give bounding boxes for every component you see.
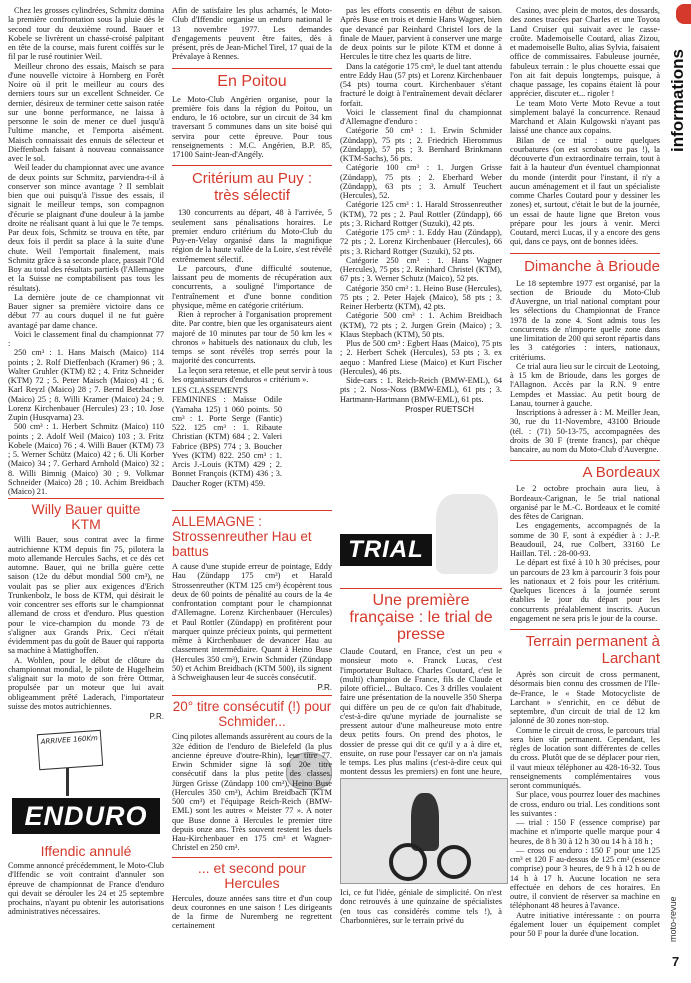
bauer-article xyxy=(8,535,164,711)
column-1 xyxy=(8,0,164,917)
arrival-sign: ARRIVEE 160Km xyxy=(37,730,103,770)
article-title-poitou: En Poitou xyxy=(217,72,287,90)
paragraph: La dernière joute de ce championnat vit Bauer signer sa première victoire dans ce début 77 au cours duquel il ne fut guère avantagé par dame chance. xyxy=(8,292,164,330)
column-2b xyxy=(172,508,332,931)
result: Catégorie 175 cm³ : 1. Eddy Hau (Zündapp), 72 pts ; 2. Lorenz Kirchenbauer (Hercules), 66 pts ; 3. Richard Rottger (Suzuki), 52 pts. xyxy=(340,228,502,256)
article-title-second: ... et second pour Hercules xyxy=(197,859,307,891)
titres-article: Cinq pilotes allemands assurèrent au cours de la 32e édition de l'enduro de Bielefeld (la plus ancienne épreuve d'outre-Rhin), leur titre 77. Erwin Schmider signe là son 20e titre consécutif dans la plus petite des classes. Jürgen Grisse (Zündapp 100 cm³), Heino Buse (Hercules 350 cm³), Achim Breidbach (KTM 500 cm³) et l'équipage Reich-Reich (BMW-EML) sont les autres « Meister 77 ». A noter que Buse donne à Hercules le premier titre depuis onze ans. Très souvent restent les duels Hau-Kirchenbauer en 175 cm³ et Wagner-Christel en 250 cm³. xyxy=(172,732,332,853)
paragraph: Après son circuit de cross permanent, désormais bien connu des crossmen de l'Ile-de-France, le « Stade Motocycliste de Larchant » s'enrichit, en ce début de septembre, d'un circuit de trial de 12 km jalonné de 30 zones non-stop. xyxy=(510,670,660,726)
larchant-article xyxy=(510,670,660,938)
column-4 xyxy=(510,0,660,938)
iffendic-article: Comme annoncé précédemment, le Moto-Club d'Iffendic se voit contraint d'annuler son épreuve de championnat de France d'enduro qui devait se dérouler les 24 et 25 septembre prochains, n'ayant pu obtenir les autorisations administratives nécessaires. xyxy=(8,861,164,917)
result: Catégorie 350 cm³ : 1. Heino Buse (Hercules), 75 pts ; 2. Peter Hajek (Maico), 58 pts ; 3. Reiner Herbertz (KTM), 42 pts. xyxy=(340,283,502,311)
rider-silhouette xyxy=(436,494,498,574)
red-tab-marker xyxy=(676,4,691,24)
divider xyxy=(172,857,332,858)
enduro-photo xyxy=(8,724,164,840)
article-title-puy: Critérium au Puy : très sélectif xyxy=(191,170,313,205)
result: Side-cars : 1. Reich-Reich (BMW-EML), 64 pts ; 2. Noss-Noss (BMW-EML), 61 pts ; 3. Hartmann-Hartmann (BMW-EML), 61 pts. xyxy=(340,376,502,404)
trial-logo: TRIAL xyxy=(340,534,432,566)
article-title-iffendic: Iffendic annulé xyxy=(40,843,132,859)
divider xyxy=(8,498,164,499)
paragraph: Bilan de ce trial : outre quelques courbatures (on est scrobats ou pas !), la découverte d'un extraordinaire terrain, tout à fait à la hauteur d'un éventuel championnat du monde (interdit pour l'instant, il n'y a aucun aménagement et il faut un spécialiste comme Charles Coutard pour y dessiner les zones) et, surtout, c'était le but de la journée, un essai de haute ligne que Breton vous prépare pour les jours à venir. Merci Coutard, merci Lucas, il y a encore des gens qui, dans ce pays, ont de bonnes idées. xyxy=(510,135,660,247)
rider-figure xyxy=(411,793,439,851)
magazine-name: moto-revue xyxy=(668,896,678,942)
article-title-allemagne: ALLEMAGNE : Strossenreuther Hau et battus xyxy=(172,514,312,559)
column-3b xyxy=(340,586,502,795)
result: Catégorie 125 cm³ : 1. Harald Strossenreuther (KTM), 72 pts ; 2. Paul Rottler (Zündapp), 66 pts ; 3. Richard Rottger (Suzuki), 42 pts. xyxy=(340,200,502,228)
classements-text: FEMININES : Maïsse Odile (Yamaha 125) 1 060 points. 50 cm³ : 1. Porte Serge (Fantic) 522. 125 cm³ : 1. Ribaute Christian (KTM) 684 ; 2. Valeri Fabrice (BPS) 774 ; 3. Boucher Yves (KTM) 822. 250 cm³ : 1. Arcis J.-Louis (KTM) 429 ; 2. Bonnet François (KTM) 436 ; 3. Daucher Roger (KTM) 459. xyxy=(172,395,282,488)
paragraph: 500 cm³ : 1. Herbert Schmitz (Maico) 110 points ; 2. Adolf Weil (Maico) 103 ; 3. Fritz Kobele (Maico) 76 ; 4. Willi Bauer (KTM) 73 ; 5. Werner Schütz (Maico) 42 ; 6. Uli Korber (Maico) 34 ; 7. Gerhard Arnhold (Maico) 32 ; 8. Willi Bimnig (Maico) 30 ; 9. Volkmar Schneider (Maico) 28 ; 10. Achim Breidbach (Maico) 21. xyxy=(8,422,164,496)
article-title-bauer: Willy Bauer quitte KTM xyxy=(31,501,141,533)
result: Catégorie 500 cm³ : 1. Achim Breidbach (KTM), 72 pts ; 2. Jurgen Grein (Maico) ; 3. Klaus Stepbach (KTM), 50 pts. xyxy=(340,311,502,339)
divider xyxy=(172,165,332,166)
divider xyxy=(172,695,332,696)
paragraph: pas les efforts consentis en début de saison. Après Buse en trois et demie Hans Wagner, bien que devancé par Reinhard Christel lors de la finale de Mauer, parvient à conserver une marge de deux points sur le pilote KTM et donne à Hercules le titre chez les quarts de litre. xyxy=(340,6,502,62)
sign-post xyxy=(66,768,69,796)
article-title-bordeaux: A Bordeaux xyxy=(582,464,660,482)
paragraph: Le 2 octobre prochain aura lieu, à Bordeaux-Carignan, le 5e trial national organisé par le M.-C. Bordeaux et le comité des fêtes de Carignan. xyxy=(510,484,660,521)
bordeaux-article xyxy=(510,484,660,623)
article-title-larchant: Terrain permanent à Larchant xyxy=(525,633,660,667)
paragraph: Inscriptions à adresser à : M. Meiller Jean, 30, rue du 11-Novembre, 43100 Brioude (tél. : (71) 50-13-75, accompagnées des droits de 30 F (trente francs), par chèque bancaire, au nom du Moto-Club d'Auvergne. xyxy=(510,408,660,454)
paragraph: Le 18 septembre 1977 est organisé, par la section de Brioude du Moto-Club d'Auvergne, un trial national comptant pour les sélections du Championnat de France 1978 de la zone 4. Sont admis tous les concurrents de n'importe quelle zone dans une limitation de 200 qui seront répartis dans les 3 catégories : inters, nationaux, critériums. xyxy=(510,278,661,362)
presse-article: Claude Coutard, en France, c'est un peu « monsieur moto ». Franck Lucas, c'est l'importateur Bultaco. Charles Coutard, c'est le (multi) champion de France, fils de Claude et pilote officiel... Bultaco. Ces 3 drilles voulaient faire une présentation de la nouvelle 350 Sherpa qui diffère un peu de ce qu'on fait d'habitude, c'est-à-dire qu'une myriade de journaliste se pressent autour d'une malheureuse moto entre deux petits fours. On prend des photos, le dossier de presse qui dit ce qu'il y a à dire et, ensuite, on ruse pour l'essayer car on n'a jamais le temps. Les plus malins (c'est-à-dire ceux qui montent dessus les premiers) en font une heure, xyxy=(340,647,502,777)
section-label-informations: informations xyxy=(668,49,687,152)
paragraph: A. Wohlen, pour le début de clôture du championnat mondial, le pilote de Hugelheim s'alignait sur la moto de son frère Ottmar, propulsée par un moteur que lui avait obligeamment prêté Laderach, l'importateur suisse des motos autrichiennes. xyxy=(8,655,164,711)
col4-intro xyxy=(510,6,660,247)
paragraph: Le parcours, d'une difficulté soutenue, laissant peu de moments de récupération aux concurrents, a souligné l'importance de l'entraînement et d'une bonne condition physique, même en catégorie critérium. xyxy=(172,263,332,310)
col1-intro xyxy=(8,6,164,496)
divider xyxy=(172,510,332,511)
signature: P.R. xyxy=(149,712,164,721)
paragraph: Les engagements, accompagnés de la somme de 30 F, sont à expédier à : J.-P. Beaudouil, 24, rue Colbert, 33160 Le Haillan. Tél. : 28-00-93. xyxy=(510,521,660,558)
brioude-article xyxy=(510,279,660,455)
classements-head: LES CLASSEMENTS xyxy=(172,386,248,395)
wheel-icon xyxy=(437,845,471,879)
paragraph: — cross ou enduro : 150 F pour une 125 cm³ et 120 F au-dessus de 125 cm³ (essence comprise) pour 3 heures, de 9 h à 12 h ou de 14 h à 17 h. Aucune location ne sera effectuée en dehors de ces horaires. En outre, il convient de réserver sa machine en téléphonant 48 heures à l'avance. xyxy=(510,845,660,911)
allemagne-article: A cause d'une stupide erreur de pointage, Eddy Hau (Zündapp 175 cm³) et Harald Strossenreuther (KTM 125 cm³) écopèrent tous deux de 60 points de pénalité au cours de la 4e confrontation comptant pour le championnat d'Allemagne. Lorenz Kirchenbauer (Hercules) et Paul Rottler (Zündapp) en profitèrent pour marquer quinze précieux points, qui permettent même à Kirchenbauer de devancer Hau au classement intermédiaire. Quant à Heino Buse (Hercules 350 cm³), Erwin Schmider (Zündapp 50) et Achim Breidbach (KTM 500), ils signent à Schweighausen leur 4e succès consécutif. xyxy=(172,562,332,682)
paragraph: Ce trial aura lieu sur le circuit de Leotoing, à 15 km de Brioude, dans les gorges de l'Allagnon. Accès par la R.N. 9 entre Lempdes et Massiac. Au petit bourg de Lanau, tourner à gauche. xyxy=(510,361,660,408)
paragraph: 130 concurrents au départ, 48 à l'arrivée, 5 seulement sans pénalisations horaires. Le premier enduro critérium du Moto-Club du Puy-en-Velay organisé dans la magnifique région de la haute vallée de la Loire, s'est révélé extrêmement sélectif. xyxy=(172,208,332,264)
paragraph: Le team Moto Verte Moto Revue a tout simplement balayé la concurrence. Renaud Marchand et Alain Kulgowski n'ayant pas laissé une chance aux copains. xyxy=(510,98,660,136)
signature: P.R. xyxy=(317,683,332,693)
result: Catégorie 50 cm³ : 1. Erwin Schmider (Zündapp), 75 pts ; 2. Friedrich Hierommus (Zündapp), 57 pts ; 3. Bernhard Brinkmann (KTM-Sachs), 56 pts. xyxy=(340,126,502,163)
paragraph: Meilleur chrono des essais, Maisch se para d'une nouvelle victoire à Hornberg en Forêt Noire où il prit le meilleur au cours des derniers tours sur un excellent Schneider. Ce dernier, désireux de terminer cette saison ratée sur une bonne performance, ne laissa à personne le soin de mener ce duel jusqu'à l'ultime manche, et l'emporta aisément. Maisch connaissait des ennuis de sélecteur et Dieffenbach faisant à nouveau connaissance avec le sol. xyxy=(8,61,164,163)
paragraph: Voici le classement final du championnat 77 : xyxy=(8,329,164,348)
divider xyxy=(172,68,332,69)
paragraph: Rien à reprocher à l'organisation proprement dite. Par contre, bien que les organisateurs aient majoré de 10 minutes par tour de 50 km les « chronos » habituels des nationaux du club, les temps se sont révélés trop serrés pour la majorité des concurrents. xyxy=(172,310,332,366)
result: Catégorie 100 cm³ : 1. Jurgen Grisse (Zündapp), 75 pts ; 2. Eberhard Weber (Zündapp), 63 pts ; 3. Arnulf Teuchert (Hercules), 52. xyxy=(340,163,502,200)
paragraph: Voici le classement final du championnat d'Allemagne d'enduro : xyxy=(340,107,502,126)
paragraph: 250 cm³ : 1. Hans Maisch (Maico) 114 points ; 2. Rolf Dieffenbach (Kramer) 96 ; 3. Walter Gruhler (KTM) 82 ; 4. Fritz Schneider (KTM) 72 ; 5. Peter Maisch (Maico) 41 ; 6. Karl Reyzl (Maico) 28 ; 7. Bernd Betzbacher (Maico) 25 ; 8. Willi Kramer (Maico) 24 ; 9. Lorenz Kirchenbauer (Hercules) 23 ; 10. Jose Zupin (Husqvarna) 23. xyxy=(8,348,164,422)
page-number: 7 xyxy=(672,954,680,969)
col3-intro xyxy=(340,6,502,404)
divider xyxy=(340,588,502,589)
divider xyxy=(510,460,660,461)
paragraph: Weil leader du championnat avec une avance de deux points sur Schmitz, parviendra-t-il à conserver son mince avantage ? Il semblait bien que oui puisqu'à l'issue des essais, il signait le meilleur temps, son compagnon d'écurie se plaignant d'une douleur à la jambe droite ne réalisant quant à lui que le 7e temps. Par deux fois, Schmitz se trouva en tête, par deux fois il perdit sa place à la suite d'une chute. Weil l'emportait finalement, mais Schmitz grâce à sa seconde place, passait l'Old Boy au total des résultats partiels (l'Allemagne et la Suisse ne comptabilisent pas tous les résultats). xyxy=(8,163,164,293)
divider xyxy=(510,629,660,630)
paragraph: Comme le circuit de cross, le parcours trial sera bien sûr permanent. Cependant, les règles de location sont différentes de celles du cross. Plutôt que de se déplacer pour rien, il vaut mieux téléphoner au 428-16-32. Tous renseignements complémentaires vous seront communiqués. xyxy=(510,725,660,790)
trial-photo xyxy=(340,488,505,586)
photo-caption: Ici, ce fut l'idée, géniale de simplicité. On n'est donc retrouvés à une quinzaine de spécialistes (en tous cas considérés comme tels !), à Charbonnières, sur le terrain privé du xyxy=(340,888,502,925)
paragraph: Sur place, vous pourrez louer des machines de cross, enduro ou trial. Les conditions sont les suivantes : xyxy=(510,790,660,818)
paragraph: Casino, avec plein de motos, des dossards, des zones tracées par Charles et une Toyota Land Cruiser qui suivait avec le casse-croûte. Mademoiselle Coutard, alias Zizou, et mademoiselle Bulto, alias Sylvia, faisaient office de commissaires. Fabuleuse journée, fabuleux terrain : le plus chouette essai que l'on ait fait depuis longtemps, puisque, à chaque passage, les copains étaient là pour apprécier, discuter et... rigoler ! xyxy=(510,6,660,99)
result: Catégorie 250 cm³ : 1. Hans Wagner (Hercules), 75 pts ; 2. Reinhard Christel (KTM), 67 pts ; 3. Werner Schutz (Maico), 52 pts. xyxy=(340,255,502,284)
rider-photo xyxy=(340,778,508,884)
paragraph: Willi Bauer, sous contrat avec la firme autrichienne KTM depuis fin 75, pilotera la moto allemande Hercules Sachs, et ce dès cet automne. Bauer, qui ne brilla guère cette saison (12e du début mondial 500 cm³), ne voulait pas se plier aux exigences d'Erich Trunkenbolz, le boss de KTM, qui désirait le voir concentrer ses efforts sur le championnat allemand de cross et d'enduro. Plus question pour le vice-champion du monde 73 de s'aligner aux Grands Prix. Ceci n'était évidemment pas du goût de Bauer qui rapporta sa machine à Mattighoffen. xyxy=(8,535,164,656)
paragraph: Dans la catégorie 175 cm³, le duel tant attendu entre Eddy Hau (57 pts) et Lorenz Kirchenbauer (54 pts) tourna court. Kirchenbauer s'étant fracturé le doigt à l'entraînement devait déclarer forfait. xyxy=(340,61,502,108)
poitou-article: Le Moto-Club Angérien organise, pour la première fois dans la région du Poitou, un enduro, le 16 octobre, sur un circuit de 34 km traversant 5 communes dans un site boisé qui servira pour cette épreuve. Pour tous renseignements : M.C. Angérien, B.P. 85, 17100 Saint-Jean-d'Angély. xyxy=(172,94,332,159)
puy-article xyxy=(172,208,332,384)
paragraph: — trial : 150 F (essence comprise) par machine et n'importe quelle marque pour 4 heures, de 8 h 30 à 12 h 30 ou 14 h à 18 h ; xyxy=(510,818,660,846)
divider xyxy=(510,253,660,254)
article-title-presse: Une première française : le trial de presse xyxy=(349,592,493,643)
article-title-titres: 20° titre consécutif (!) pour Schmider... xyxy=(172,699,332,730)
paragraph: Autre initiative intéressante : on pourra également louer un équipement complet pour 50 F pour la durée d'une location. xyxy=(510,910,660,938)
paragraph: Chez les grosses cylindrées, Schmitz domina la première confrontation sous la pluie dès le second tour du deuxième round. Bauer et Kobele se livrèrent un chassé-croisé palpitant en tête de la course, mais furent coiffés sur le fil par le rusé routinier Weil. xyxy=(8,6,164,62)
column-2 xyxy=(172,0,332,488)
second-article: Hercules, douze années sans titre et d'un coup deux couronnes en une saison ! Les dirigeants de la firme de Nuremberg ne regrettent certainement xyxy=(172,893,332,931)
col2-intro: Afin de satisfaire les plus acharnés, le Moto-Club d'Iffendic organise un enduro national le 13 novembre 1977. Les demandes d'engagements peuvent être faites, dès à présent, près de Jean-Michel Tirel, 17 quai de la Prévalaye à Rennes. xyxy=(172,6,332,62)
signature: Prosper RUETSCH xyxy=(405,404,474,414)
paragraph: La leçon sera retenue, et elle peut servir à tous les organisateurs d'enduros « critérium ». xyxy=(172,365,332,384)
wheel-icon xyxy=(389,843,427,881)
paragraph: Le départ est fixé à 10 h 30 précises, pour un parcours de 23 km à parcourir 3 fois pour les nationaux et 2 fois pour les critérium. Quelques licences à la journée seront établies le jour du départ pour les concurrents préalablement inscrits. Aucun engagement ne sera pris le jour de la course. xyxy=(510,558,660,623)
enduro-logo: ENDURO xyxy=(12,798,160,834)
article-title-brioude: Dimanche à Brioude xyxy=(524,257,660,275)
column-3 xyxy=(340,0,502,417)
result: Plus de 500 cm³ : Egbert Haas (Maico), 75 pts ; 2. Herbert Schek (Hercules), 53 pts ; 3. ex aequo : Manfred Liese (Maico) et Kurt Fischer (Hercules), 46 pts. xyxy=(340,339,502,376)
